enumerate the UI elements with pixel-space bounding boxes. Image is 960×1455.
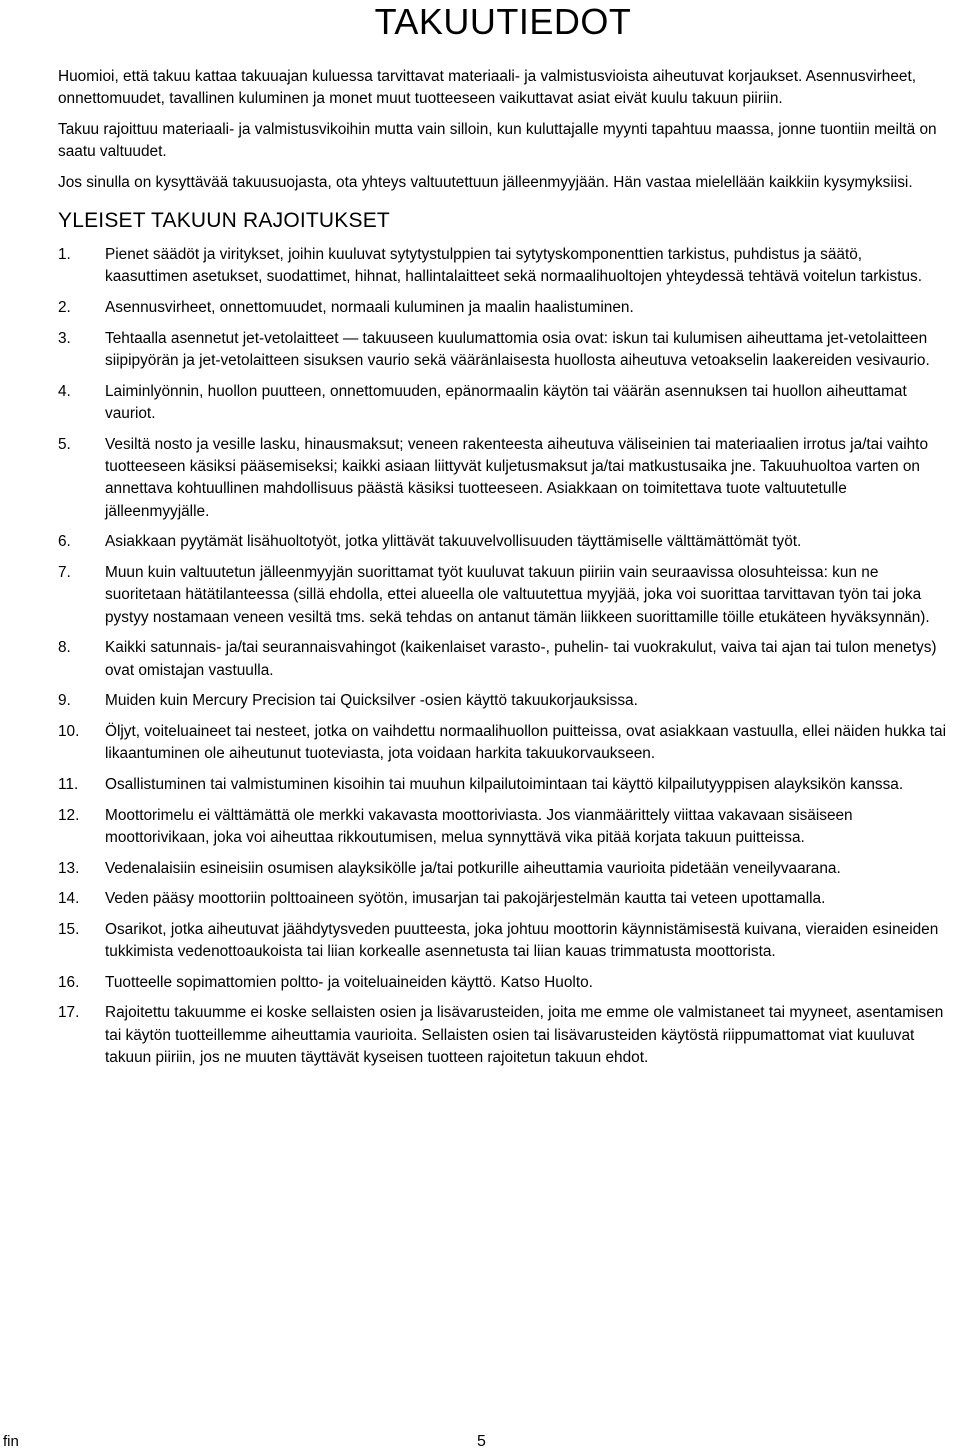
footer-page-number: 5 <box>477 1433 486 1450</box>
item-text: Vedenalaisiin esineisiin osumisen alayksikölle ja/tai potkurille aiheuttamia vaurioita pidetään veneilyvaarana. <box>105 859 841 877</box>
footer-language-code: fin <box>3 1433 19 1450</box>
list-item <box>58 434 948 524</box>
item-text <box>105 972 948 994</box>
list-item <box>58 531 948 553</box>
item-text: Veden pääsy moottoriin polttoaineen syötön, imusarjan tai pakojärjestelmän kautta tai veteen upottamalla. <box>105 890 826 908</box>
list-item <box>58 562 948 629</box>
list-item <box>58 919 948 964</box>
item-text: Vesiltä nosto ja vesille lasku, hinausmaksut; veneen rakenteesta aiheutuva väliseinien tai materiaalien irrotus ja/tai vaihto tuotteeseen käsiksi pääsemiseksi; kaikki asiaan liittyvät kuljetusmaksut ja/tai matkustusaika jne. Takuuhuoltoa varten on annettava kohtuullinen mahdollisuus päästä käsiksi tuotteeseen. Asiakkaan on toimitettava tuote valtuutetulle jälleenmyyjälle. <box>105 435 929 520</box>
page-title: TAKUUTIEDOT <box>374 1 632 42</box>
item-number: 1. <box>58 246 71 264</box>
list-item <box>58 297 948 319</box>
item-number: 10. <box>58 723 80 741</box>
item-text: Moottorimelu ei välttämättä ole merkki vakavasta moottoriviasta. Jos vianmäärittely viittaa vakavaan sisäiseen moottorivikaan, joka voi aiheuttaa rikkoutumisen, melua synnyttävä vika pitää korjata takuun puitteissa. <box>105 806 853 847</box>
list-item <box>58 244 948 289</box>
item-text: Pienet säädöt ja viritykset, joihin kuuluvat sytytystulppien tai sytytyskomponenttien tarkistus, puhdistus ja säätö, kaasuttimen asetukset, suodattimet, hihnat, hallintalaitteet sekä normaalihuoltojen yhteydessä tehtävä voitelun tarkistus. <box>105 246 923 286</box>
item-text: Osallistuminen tai valmistuminen kisoihin tai muuhun kilpailutoimintaan tai käyttö kilpailutyyppisen alayksikön kanssa. <box>105 776 904 794</box>
huolto-reference-link[interactable]: Huolto <box>544 973 589 991</box>
item-number: 13. <box>58 859 80 877</box>
list-item <box>58 805 948 850</box>
item-text: Muiden kuin Mercury Precision tai Quicksilver -osien käyttö takuukorjauksissa. <box>105 692 638 710</box>
item-number: 5. <box>58 435 71 453</box>
list-item <box>58 637 948 682</box>
item-number: 6. <box>58 533 71 551</box>
item-number: 3. <box>58 329 71 347</box>
item-number: 2. <box>58 299 71 317</box>
intro-paragraph: Jos sinulla on kysyttävää takuusuojasta, ota yhteys valtuutettuun jälleenmyyjään. Hän vastaa mielellään kaikkiin kysymyksiisi. <box>58 173 913 191</box>
list-item <box>58 858 948 880</box>
item-text-end: . <box>588 973 593 991</box>
item-text: Kaikki satunnais- ja/tai seurannaisvahingot (kaikenlaiset varasto-, puhelin- tai vuokrakulut, vaiva tai ajan tai tulon menetys) ovat omistajan vastuulla. <box>105 639 937 679</box>
list-item <box>58 690 948 712</box>
item-number: 4. <box>58 382 71 400</box>
item-text: Rajoitettu takuumme ei koske sellaisten osien ja lisävarusteiden, joita me emme ole valmistaneet tai myyneet, asentamisen tai käytön tuotteillemme aiheuttamia vaurioita. Sellaisten osien tai lisävarusteiden käytöstä riippumattomat viat kuuluvat takuun piiriin, jos ne muuten täyttävät kyseisen tuotteen rajoitetun takuun ehdot. <box>105 1004 944 1067</box>
intro-paragraph: Huomioi, että takuu kattaa takuuajan kuluessa tarvittavat materiaali- ja valmistusvioista aiheutuvat korjaukset. Asennusvirheet, onnettomuudet, tavallinen kuluminen ja monet muut tuotteeseen vaikuttavat asiat eivät kuulu takuun piiriin. <box>58 68 917 108</box>
section-heading: YLEISET TAKUUN RAJOITUKSET <box>58 209 390 233</box>
list-item <box>58 328 948 373</box>
document-page <box>58 0 948 1078</box>
item-number: 16. <box>58 973 80 991</box>
item-text: Asennusvirheet, onnettomuudet, normaali kuluminen ja maalin haalistuminen. <box>105 299 634 317</box>
item-number: 15. <box>58 920 80 938</box>
item-text: Asiakkaan pyytämät lisähuoltotyöt, jotka ylittävät takuuvelvollisuuden täyttämiselle välttämättömät työt. <box>105 533 802 551</box>
list-item <box>58 381 948 426</box>
item-number: 7. <box>58 564 71 582</box>
limitations-list <box>58 244 948 1070</box>
item-number: 14. <box>58 890 80 908</box>
item-text-main: Tuotteelle sopimattomien poltto- ja voiteluaineiden käyttö. Katso <box>105 973 540 991</box>
item-text: Öljyt, voiteluaineet tai nesteet, jotka on vaihdettu normaalihuollon puitteissa, ovat asiakkaan vastuulla, ellei näiden hukka tai likaantuminen ole aiheutunut tuoteviasta, jota voidaan harkita takuukorvaukseen. <box>105 723 947 763</box>
list-item <box>58 774 948 796</box>
item-number: 9. <box>58 692 71 710</box>
intro-section <box>58 66 948 194</box>
item-text: Muun kuin valtuutetun jälleenmyyjän suorittamat työt kuuluvat takuun piiriin vain seuraavissa olosuhteissa: kun ne suoritetaan hätätilanteessa (sillä ehdolla, ettei alueella ole valtuutettua myyjää, joka voi suorittaa tarvittavan työn tai joka pystyy nostamaan veneen vesiltä tms. sekä tehdas on antanut tämän liikkeen suorittamille töille etukäteen hyväksynnän). <box>105 564 930 626</box>
list-item <box>58 721 948 766</box>
item-text: Osarikot, jotka aiheutuvat jäähdytysveden puutteesta, joka johtuu moottorin käynnistämisestä kuivana, vieraiden esineiden tukkimista vedenottoaukoista tai liian korkealle asennetusta tai liian kauas trimmatusta moottorista. <box>105 920 939 961</box>
item-number: 8. <box>58 639 71 657</box>
item-number: 17. <box>58 1004 80 1022</box>
intro-paragraph: Takuu rajoittuu materiaali- ja valmistusvikoihin mutta vain silloin, kun kuluttajalle myynti tapahtuu maassa, jonne tuontiin meiltä on saatu valtuudet. <box>58 120 937 161</box>
item-number: 12. <box>58 806 80 824</box>
item-text: Laiminlyönnin, huollon puutteen, onnettomuuden, epänormaalin käytön tai väärän asennuksen tai huollon aiheuttamat vauriot. <box>105 382 907 423</box>
item-text: Tehtaalla asennetut jet-vetolaitteet ― takuuseen kuulumattomia osia ovat: iskun tai kulumisen aiheuttama jet-vetolaitteen siipipyörän ja jet-vetolaitteen sisuksen vaurio sekä vääränlaisesta huollosta aiheutuva vetoakselin laakereiden vesivaurio. <box>105 329 930 370</box>
list-item <box>58 888 948 910</box>
list-item <box>58 972 948 994</box>
list-item <box>58 1002 948 1069</box>
item-number: 11. <box>58 776 79 794</box>
